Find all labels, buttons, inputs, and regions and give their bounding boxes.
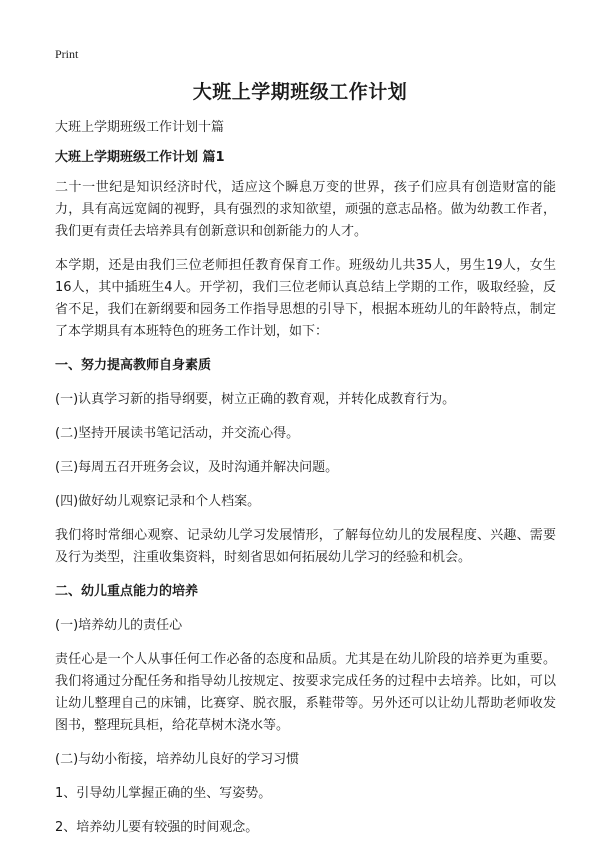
part2-sub2-heading: (二)与幼小衔接，培养幼儿良好的学习习惯 bbox=[55, 752, 300, 767]
part1-item: (三)每周五召开班务会议，及时沟通并解决问题。 bbox=[55, 460, 339, 475]
part1-item: (四)做好幼儿观察记录和个人档案。 bbox=[55, 494, 261, 509]
part1-paragraph: 我们将时常细心观察、记录幼儿学习发展情形，了解每位幼儿的发展程度、兴趣、需要及行为类型，注重收集资料，时刻省思如何拓展幼儿学习的经验和机会。 bbox=[55, 528, 556, 565]
part1-item: (二)坚持开展读书笔记活动，并交流心得。 bbox=[55, 426, 300, 441]
document-subtitle: 大班上学期班级工作计划十篇 bbox=[55, 120, 225, 135]
part1-item: (一)认真学习新的指导纲要，树立正确的教育观，并转化成教育行为。 bbox=[55, 392, 456, 407]
part2-sub1-heading: (一)培养幼儿的责任心 bbox=[55, 618, 183, 633]
part2-sub2-item: 1、引导幼儿掌握正确的坐、写姿势。 bbox=[55, 786, 272, 801]
part2-sub1-paragraph: 责任心是一个人从事任何工作必备的态度和品质。尤其是在幼儿阶段的培养更为重要。我们将通过分配任务和指导幼儿按规定、按要求完成任务的过程中去培养。比如，可以让幼儿整理自己的床铺，比赛穿、脱衣服，系鞋带等。另外还可以让幼儿帮助老师收发图书，整理玩具柜，给花草树木浇水等。 bbox=[55, 652, 556, 733]
semester-paragraph: 本学期，还是由我们三位老师担任教育保育工作。班级幼儿共35人，男生19人，女生16人，其中插班生4人。开学初，我们三位老师认真总结上学期的工作，吸取经验，反省不足，我们在新纲要和园务工作指导思想的引导下，根据本班幼儿的年龄特点，制定了本学期具有本班特色的班务工作计划，如下： bbox=[55, 258, 556, 339]
print-link[interactable]: Print bbox=[55, 47, 79, 61]
section-title: 大班上学期班级工作计划 篇1 bbox=[55, 150, 225, 165]
part2-heading: 二、幼儿重点能力的培养 bbox=[55, 584, 199, 599]
part1-heading: 一、努力提高教师自身素质 bbox=[55, 358, 212, 373]
page-title: 大班上学期班级工作计划 bbox=[192, 81, 408, 103]
document-body bbox=[55, 117, 556, 851]
intro-paragraph: 二十一世纪是知识经济时代，适应这个瞬息万变的世界，孩子们应具有创造财富的能力，具有高远宽阔的视野，具有强烈的求知欲望，顽强的意志品格。做为幼教工作者，我们更有责任去培养具有创新意识和创新能力的人才。 bbox=[55, 180, 556, 239]
part2-sub2-item: 2、培养幼儿要有较强的时间观念。 bbox=[55, 820, 259, 835]
